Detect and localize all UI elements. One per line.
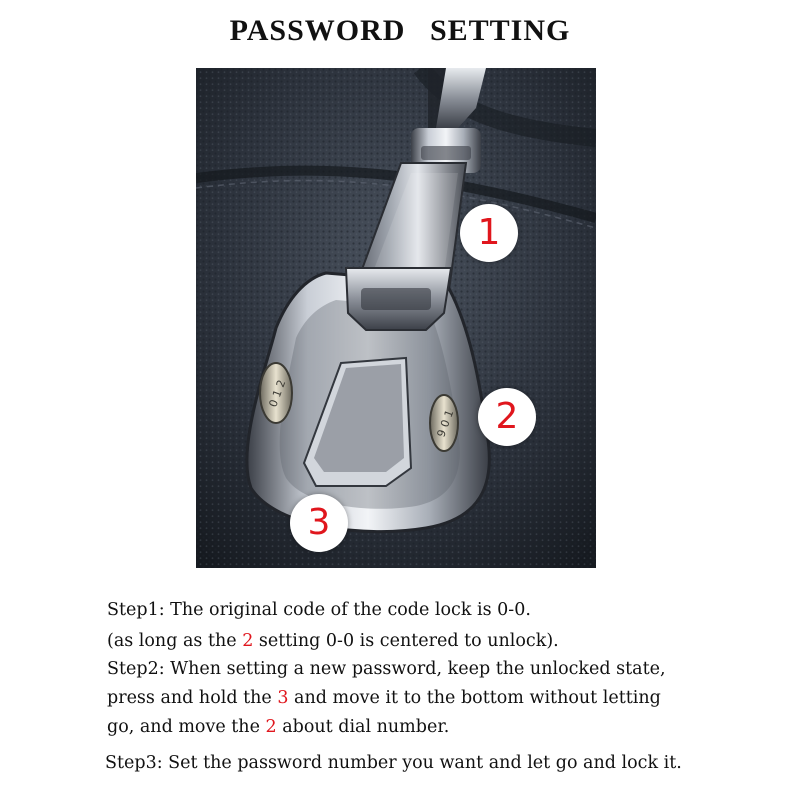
page-title: PASSWORD SETTING bbox=[229, 14, 571, 47]
svg-text:9 0 1: 9 0 1 bbox=[434, 408, 457, 439]
step1-line-2-text-a: (as long as the bbox=[107, 631, 243, 651]
step1-line-2-text-b: setting 0-0 is centered to unlock). bbox=[253, 631, 559, 651]
step1-dial-ref: 2 bbox=[242, 631, 254, 651]
step2-line-3-text-b: about dial number. bbox=[276, 717, 450, 737]
product-photo bbox=[196, 68, 596, 568]
step2-dial-ref: 2 bbox=[265, 717, 277, 737]
step2-line-3-text-a: go, and move the bbox=[107, 717, 266, 737]
step2-line-2-text-a: press and hold the bbox=[107, 688, 278, 708]
step1-line-1: Step1: The original code of the code lock is 0-0. bbox=[107, 600, 531, 620]
step2-line-1: Step2: When setting a new password, keep the unlocked state, bbox=[107, 659, 666, 679]
step2-line-2 bbox=[107, 688, 661, 708]
callout-marker-2: 2 bbox=[478, 388, 536, 446]
step3-line-1: Step3: Set the password number you want and let go and lock it. bbox=[105, 753, 682, 773]
svg-text:0 1 2: 0 1 2 bbox=[266, 378, 289, 409]
callout-marker-3: 3 bbox=[290, 494, 348, 552]
step2-line-3 bbox=[107, 717, 449, 737]
callout-marker-1: 1 bbox=[460, 204, 518, 262]
step2-slider-ref: 3 bbox=[277, 688, 289, 708]
step2-line-2-text-b: and move it to the bottom without letting bbox=[288, 688, 661, 708]
step1-line-2 bbox=[107, 631, 559, 651]
